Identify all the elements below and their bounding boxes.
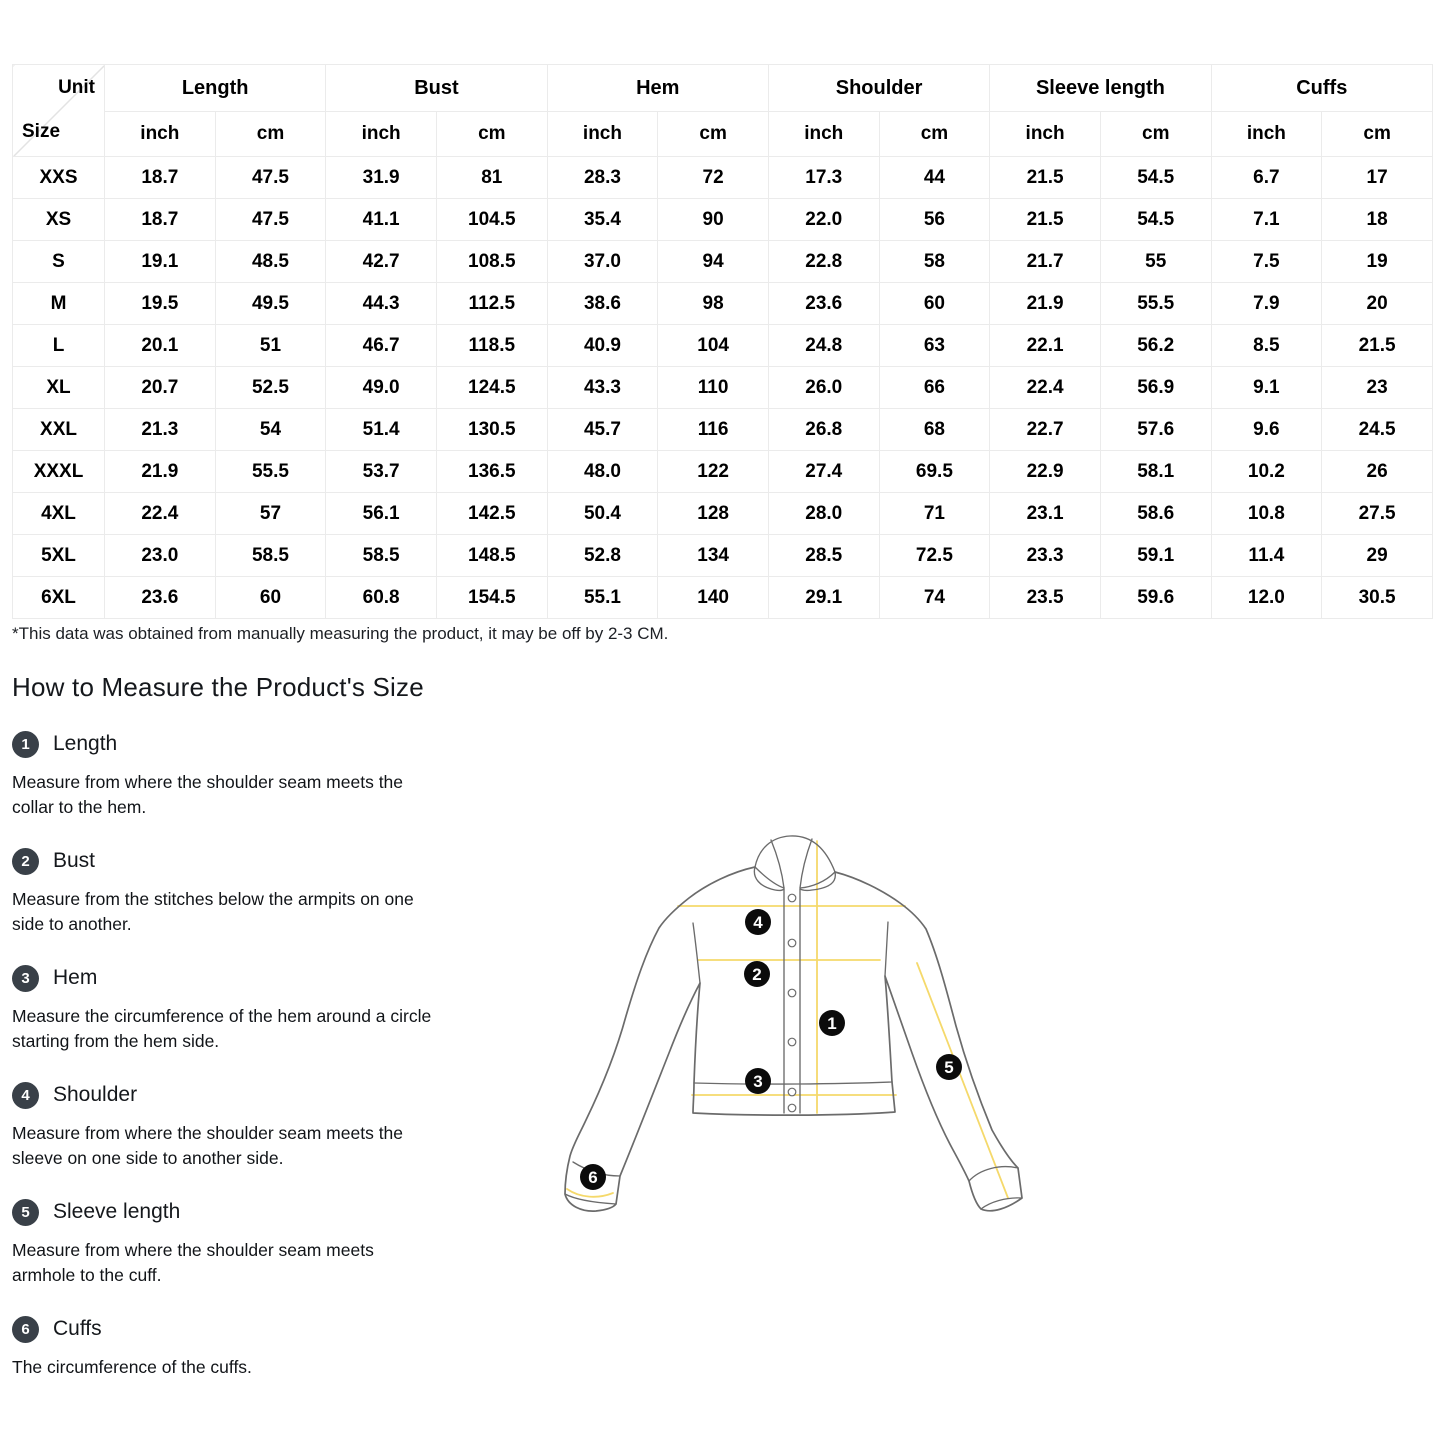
measurement-cell: 21.5: [990, 199, 1101, 241]
measurement-cell: 148.5: [436, 535, 547, 577]
measurement-cell: 31.9: [326, 157, 437, 199]
guide-item-description: Measure from where the shoulder seam meets armhole to the cuff.: [12, 1240, 374, 1285]
measurement-cell: 22.0: [768, 199, 879, 241]
measurement-cell: 47.5: [215, 157, 326, 199]
unit-header-cm: cm: [658, 112, 769, 157]
number-badge: 4: [12, 1082, 39, 1109]
marker-number-5: 5: [944, 1058, 954, 1077]
measurement-cell: 26.0: [768, 367, 879, 409]
measurement-cell: 30.5: [1322, 577, 1433, 619]
measurement-cell: 21.5: [990, 157, 1101, 199]
measurement-cell: 27.5: [1322, 493, 1433, 535]
table-row: [13, 409, 1433, 451]
measurement-cell: 104: [658, 325, 769, 367]
table-row: [13, 157, 1433, 199]
table-row: [13, 199, 1433, 241]
measurement-cell: 57.6: [1100, 409, 1211, 451]
marker-number-6: 6: [588, 1168, 598, 1187]
guide-item-header: [12, 1315, 552, 1343]
measurement-cell: 21.9: [990, 283, 1101, 325]
measurement-cell: 6.7: [1211, 157, 1322, 199]
measurement-cell: 128: [658, 493, 769, 535]
number-badge: 5: [12, 1199, 39, 1226]
measurement-cell: 49.0: [326, 367, 437, 409]
measurement-cell: 23: [1322, 367, 1433, 409]
measurement-cell: 44.3: [326, 283, 437, 325]
measurement-cell: 19: [1322, 241, 1433, 283]
measurement-cell: 136.5: [436, 451, 547, 493]
measurement-cell: 7.9: [1211, 283, 1322, 325]
measurement-cell: 60.8: [326, 577, 437, 619]
number-badge: 2: [12, 848, 39, 875]
guide-item-label: Sleeve length: [53, 1200, 181, 1223]
measurement-cell: 58.5: [215, 535, 326, 577]
measurement-cell: 29.1: [768, 577, 879, 619]
measurement-cell: 29: [1322, 535, 1433, 577]
measurement-cell: 60: [215, 577, 326, 619]
measurement-cell: 23.1: [990, 493, 1101, 535]
measurement-cell: 118.5: [436, 325, 547, 367]
measurement-cell: 68: [879, 409, 990, 451]
measurement-cell: 23.5: [990, 577, 1101, 619]
measurement-cell: 90: [658, 199, 769, 241]
guide-item-description: Measure from where the shoulder seam meets the collar to the hem.: [12, 772, 404, 817]
table-footnote: *This data was obtained from manually measuring the product, it may be off by 2-3 CM.: [12, 624, 669, 643]
measurement-cell: 154.5: [436, 577, 547, 619]
size-label: XXS: [13, 157, 105, 199]
measurement-cell: 21.9: [105, 451, 216, 493]
size-label: 6XL: [13, 577, 105, 619]
measurement-cell: 54.5: [1100, 157, 1211, 199]
measurement-cell: 53.7: [326, 451, 437, 493]
measurement-cell: 42.7: [326, 241, 437, 283]
size-label: S: [13, 241, 105, 283]
guide-item-header: [12, 1198, 552, 1226]
measurement-cell: 28.0: [768, 493, 879, 535]
measurement-cell: 54: [215, 409, 326, 451]
number-badge: 3: [12, 965, 39, 992]
diagram-markers: [580, 909, 962, 1190]
measurement-cell: 9.6: [1211, 409, 1322, 451]
size-label: L: [13, 325, 105, 367]
measurement-cell: 22.7: [990, 409, 1101, 451]
measurement-cell: 58.1: [1100, 451, 1211, 493]
measurement-cell: 48.0: [547, 451, 658, 493]
measurement-cell: 21.7: [990, 241, 1101, 283]
measurement-cell: 81: [436, 157, 547, 199]
measurement-cell: 104.5: [436, 199, 547, 241]
measurement-cell: 56: [879, 199, 990, 241]
size-label: 4XL: [13, 493, 105, 535]
size-label: XXXL: [13, 451, 105, 493]
measurement-cell: 59.6: [1100, 577, 1211, 619]
measurement-cell: 72.5: [879, 535, 990, 577]
measurement-cell: 116: [658, 409, 769, 451]
measurement-cell: 55.5: [215, 451, 326, 493]
guide-item-hem: [12, 964, 552, 1054]
measurement-cell: 56.2: [1100, 325, 1211, 367]
unit-header-inch: inch: [1211, 112, 1322, 157]
measurement-cell: 58.5: [326, 535, 437, 577]
marker-number-1: 1: [827, 1014, 837, 1033]
measurement-cell: 22.4: [105, 493, 216, 535]
measurement-cell: 21.5: [1322, 325, 1433, 367]
guide-item-label: Hem: [53, 966, 98, 989]
table-row: [13, 367, 1433, 409]
measurement-cell: 56.9: [1100, 367, 1211, 409]
measurement-cell: 56.1: [326, 493, 437, 535]
guide-item-label: Length: [53, 732, 118, 755]
measurement-cell: 55.1: [547, 577, 658, 619]
table-row: [13, 325, 1433, 367]
column-group-sleeve-length: Sleeve length: [990, 65, 1211, 112]
unit-header-inch: inch: [547, 112, 658, 157]
number-badge: 1: [12, 731, 39, 758]
measurement-cell: 55.5: [1100, 283, 1211, 325]
measurement-cell: 35.4: [547, 199, 658, 241]
measurement-cell: 20.1: [105, 325, 216, 367]
measurement-cell: 48.5: [215, 241, 326, 283]
unit-header-inch: inch: [105, 112, 216, 157]
measurement-cell: 18: [1322, 199, 1433, 241]
measurement-cell: 10.2: [1211, 451, 1322, 493]
measurement-cell: 17: [1322, 157, 1433, 199]
measurement-cell: 51.4: [326, 409, 437, 451]
guide-item-label: Cuffs: [53, 1317, 102, 1340]
measurement-cell: 26: [1322, 451, 1433, 493]
measurement-cell: 69.5: [879, 451, 990, 493]
measurement-cell: 17.3: [768, 157, 879, 199]
unit-header-inch: inch: [326, 112, 437, 157]
measurement-cell: 57: [215, 493, 326, 535]
marker-number-3: 3: [753, 1072, 763, 1091]
table-row: [13, 241, 1433, 283]
corner-unit-label: Unit: [58, 77, 95, 98]
guide-item-header: [12, 964, 552, 992]
guide-item-length: [12, 730, 552, 820]
measurement-cell: 18.7: [105, 199, 216, 241]
table-row: [13, 451, 1433, 493]
measurement-cell: 24.5: [1322, 409, 1433, 451]
marker-number-2: 2: [752, 965, 762, 984]
measurement-cell: 58.6: [1100, 493, 1211, 535]
measurement-cell: 23.6: [768, 283, 879, 325]
measurement-cell: 124.5: [436, 367, 547, 409]
measurement-cell: 38.6: [547, 283, 658, 325]
measurement-cell: 66: [879, 367, 990, 409]
measurement-cell: 26.8: [768, 409, 879, 451]
corner-cell: [13, 65, 105, 157]
measurement-cell: 10.8: [1211, 493, 1322, 535]
guide-item-description: Measure from where the shoulder seam meets the sleeve on one side to another side.: [12, 1123, 404, 1168]
measurement-cell: 45.7: [547, 409, 658, 451]
measurement-cell: 74: [879, 577, 990, 619]
measurement-cell: 28.5: [768, 535, 879, 577]
measurement-cell: 55: [1100, 241, 1211, 283]
measurement-cell: 27.4: [768, 451, 879, 493]
number-badge: 6: [12, 1316, 39, 1343]
measurement-cell: 23.6: [105, 577, 216, 619]
measurement-cell: 22.8: [768, 241, 879, 283]
measurement-cell: 94: [658, 241, 769, 283]
table-row: [13, 535, 1433, 577]
button-dots: [788, 894, 796, 1112]
guide-item-sleeve-length: [12, 1198, 552, 1288]
measurement-cell: 112.5: [436, 283, 547, 325]
column-group-shoulder: Shoulder: [768, 65, 989, 112]
measurement-cell: 28.3: [547, 157, 658, 199]
measurement-cell: 43.3: [547, 367, 658, 409]
measurement-cell: 22.9: [990, 451, 1101, 493]
measurement-cell: 122: [658, 451, 769, 493]
measurement-cell: 50.4: [547, 493, 658, 535]
measurement-cell: 52.5: [215, 367, 326, 409]
measurement-cell: 59.1: [1100, 535, 1211, 577]
jacket-illustration: [540, 810, 1060, 1250]
measurement-cell: 37.0: [547, 241, 658, 283]
measurement-cell: 24.8: [768, 325, 879, 367]
size-label: M: [13, 283, 105, 325]
measurement-cell: 12.0: [1211, 577, 1322, 619]
guide-item-cuffs: [12, 1315, 552, 1380]
measurement-cell: 63: [879, 325, 990, 367]
measurement-cell: 130.5: [436, 409, 547, 451]
size-label: XS: [13, 199, 105, 241]
guide-item-description: Measure from the stitches below the armpits on one side to another.: [12, 889, 414, 934]
measurement-cell: 108.5: [436, 241, 547, 283]
column-group-length: Length: [105, 65, 326, 112]
measure-guide-list: [12, 730, 552, 1380]
measurement-cell: 51: [215, 325, 326, 367]
column-group-hem: Hem: [547, 65, 768, 112]
table-row: [13, 283, 1433, 325]
unit-header-inch: inch: [990, 112, 1101, 157]
measurement-cell: 134: [658, 535, 769, 577]
size-chart-table: [12, 64, 1433, 619]
measurement-cell: 8.5: [1211, 325, 1322, 367]
guide-heading: How to Measure the Product's Size: [12, 672, 424, 702]
measurement-cell: 23.0: [105, 535, 216, 577]
measurement-cell: 60: [879, 283, 990, 325]
table-row: [13, 493, 1433, 535]
measurement-cell: 98: [658, 283, 769, 325]
measurement-cell: 22.4: [990, 367, 1101, 409]
measurement-cell: 110: [658, 367, 769, 409]
unit-header-cm: cm: [1100, 112, 1211, 157]
guide-item-bust: [12, 847, 552, 937]
unit-header-cm: cm: [1322, 112, 1433, 157]
measurement-cell: 11.4: [1211, 535, 1322, 577]
unit-header-cm: cm: [879, 112, 990, 157]
measurement-cell: 41.1: [326, 199, 437, 241]
unit-header-cm: cm: [215, 112, 326, 157]
jacket-outline: [565, 836, 1022, 1211]
measure-guide-section: [12, 672, 552, 1380]
column-group-bust: Bust: [326, 65, 547, 112]
guide-item-header: [12, 847, 552, 875]
measurement-cell: 40.9: [547, 325, 658, 367]
measurement-cell: 71: [879, 493, 990, 535]
unit-header-cm: cm: [436, 112, 547, 157]
measurement-cell: 23.3: [990, 535, 1101, 577]
unit-header-inch: inch: [768, 112, 879, 157]
measurement-cell: 20: [1322, 283, 1433, 325]
measurement-cell: 142.5: [436, 493, 547, 535]
measurement-cell: 140: [658, 577, 769, 619]
size-label: XL: [13, 367, 105, 409]
guide-item-shoulder: [12, 1081, 552, 1171]
measurement-cell: 54.5: [1100, 199, 1211, 241]
measurement-cell: 72: [658, 157, 769, 199]
measurement-cell: 46.7: [326, 325, 437, 367]
measurement-cell: 52.8: [547, 535, 658, 577]
column-group-cuffs: Cuffs: [1211, 65, 1432, 112]
guide-item-description: The circumference of the cuffs.: [12, 1357, 252, 1377]
measurement-cell: 7.5: [1211, 241, 1322, 283]
measurement-cell: 58: [879, 241, 990, 283]
measurement-cell: 7.1: [1211, 199, 1322, 241]
measurement-cell: 19.1: [105, 241, 216, 283]
table-row: [13, 577, 1433, 619]
jacket-diagram: [540, 810, 1060, 1250]
size-label: 5XL: [13, 535, 105, 577]
measurement-cell: 19.5: [105, 283, 216, 325]
guide-item-header: [12, 1081, 552, 1109]
guide-item-label: Shoulder: [53, 1083, 138, 1106]
measurement-cell: 49.5: [215, 283, 326, 325]
measurement-cell: 47.5: [215, 199, 326, 241]
measurement-cell: 20.7: [105, 367, 216, 409]
guide-item-description: Measure the circumference of the hem around a circle starting from the hem side.: [12, 1006, 432, 1051]
measurement-cell: 22.1: [990, 325, 1101, 367]
corner-size-label: Size: [22, 121, 61, 142]
guide-item-label: Bust: [53, 849, 96, 872]
measurement-cell: 18.7: [105, 157, 216, 199]
marker-number-4: 4: [753, 913, 763, 932]
measurement-cell: 21.3: [105, 409, 216, 451]
measurement-cell: 44: [879, 157, 990, 199]
guide-item-header: [12, 730, 552, 758]
size-label: XXL: [13, 409, 105, 451]
measurement-cell: 9.1: [1211, 367, 1322, 409]
